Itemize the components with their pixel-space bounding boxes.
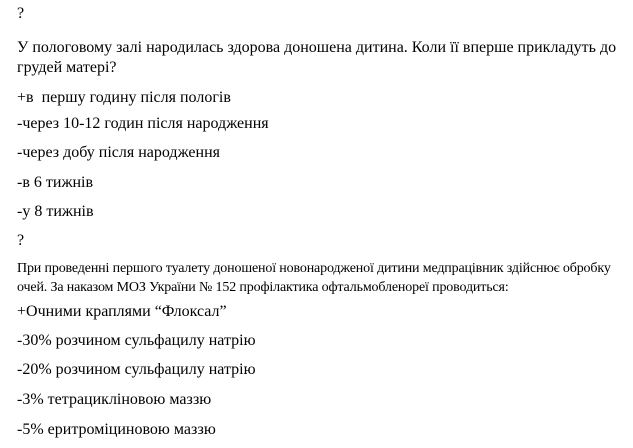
- answer-2-option-2: -30% розчином сульфацилу натрію: [17, 332, 256, 349]
- answer-2-option-3: -20% розчином сульфацилу натрію: [17, 361, 256, 378]
- answer-1-correct: +в першу годину після пологів: [17, 89, 231, 106]
- question-marker-2: ?: [17, 232, 25, 249]
- question-1-line-2: грудей матері?: [17, 59, 117, 76]
- question-2-line-2: очей. За наказом МОЗ України № 152 профілактика офтальмобленореї проводиться:: [17, 280, 509, 295]
- question-marker-1: ?: [17, 5, 25, 22]
- answer-1-option-2: -через 10-12 годин після народження: [17, 115, 269, 132]
- answer-1-option-4: -в 6 тижнів: [17, 174, 94, 191]
- question-2-line-1: При проведенні першого туалету доношеної новонародженої дитини медпрацівник здійснює обробку: [17, 261, 611, 276]
- answer-2-option-5: -5% еритроміциновою маззю: [17, 421, 216, 438]
- question-1-line-1: У пологовому залі народилась здорова доношена дитина. Коли її вперше прикладуть до: [17, 39, 617, 56]
- answer-2-option-4: -3% тетрацикліновою маззю: [17, 391, 212, 408]
- answer-1-option-3: -через добу після народження: [17, 144, 220, 161]
- answer-1-option-5: -у 8 тижнів: [17, 203, 94, 220]
- answer-2-correct: +Очними краплями “Флоксал”: [17, 303, 227, 320]
